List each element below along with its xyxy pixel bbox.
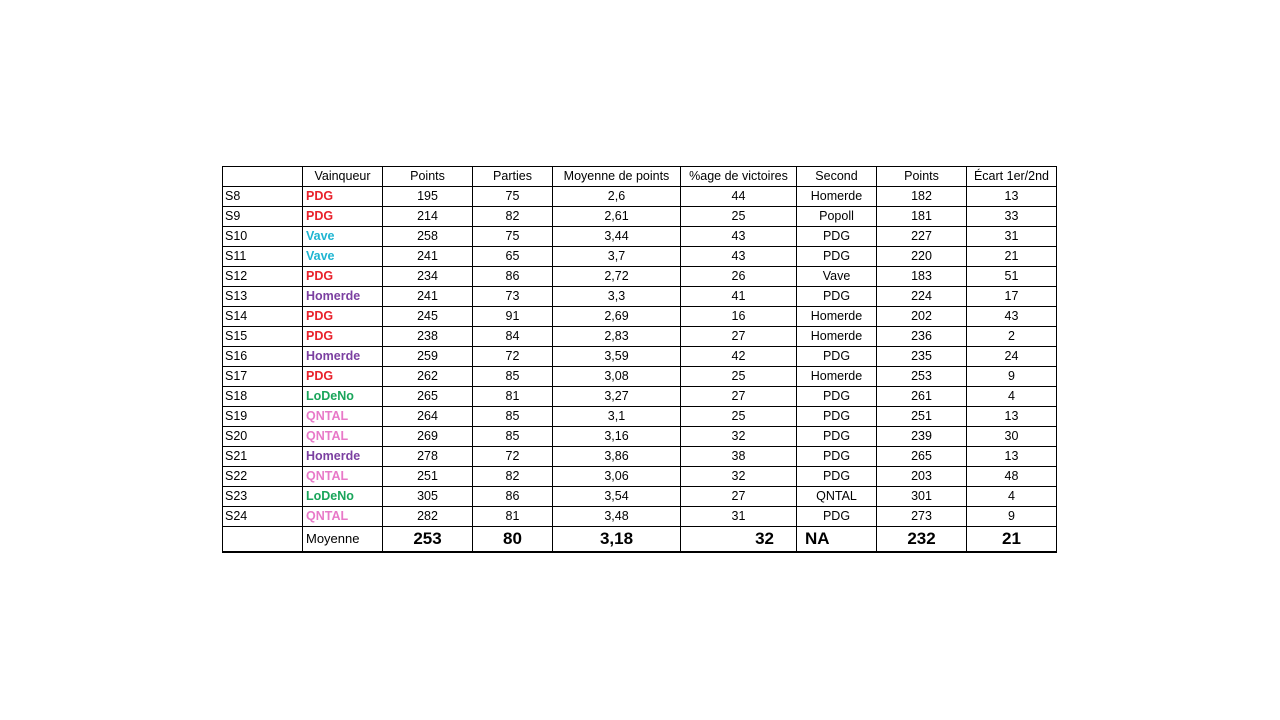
- table-row: [223, 447, 1057, 467]
- table-row: [223, 467, 1057, 487]
- moyenne-cell: 3,1: [553, 407, 681, 427]
- parties-cell: 82: [473, 467, 553, 487]
- moyenne-cell: 3,08: [553, 367, 681, 387]
- average-empty-cell: [223, 527, 303, 553]
- moyenne-cell: 2,83: [553, 327, 681, 347]
- pct-victoires-cell: 42: [681, 347, 797, 367]
- winner-cell: PDG: [303, 327, 383, 347]
- points-second-cell: 251: [877, 407, 967, 427]
- points-cell: 264: [383, 407, 473, 427]
- second-cell: Homerde: [797, 327, 877, 347]
- moyenne-cell: 3,3: [553, 287, 681, 307]
- pct-victoires-cell: 27: [681, 487, 797, 507]
- moyenne-cell: 3,54: [553, 487, 681, 507]
- season-cell: S16: [223, 347, 303, 367]
- table-row: [223, 307, 1057, 327]
- winner-cell: LoDeNo: [303, 487, 383, 507]
- pct-victoires-cell: 44: [681, 187, 797, 207]
- parties-cell: 75: [473, 187, 553, 207]
- season-cell: S9: [223, 207, 303, 227]
- season-cell: S11: [223, 247, 303, 267]
- ecart-cell: 30: [967, 427, 1057, 447]
- parties-cell: 85: [473, 427, 553, 447]
- moyenne-cell: 2,61: [553, 207, 681, 227]
- ecart-cell: 43: [967, 307, 1057, 327]
- parties-cell: 81: [473, 387, 553, 407]
- average-ecart: 21: [967, 527, 1057, 553]
- season-cell: S18: [223, 387, 303, 407]
- moyenne-cell: 2,72: [553, 267, 681, 287]
- table-row: [223, 427, 1057, 447]
- pct-victoires-cell: 26: [681, 267, 797, 287]
- header-second: Second: [797, 167, 877, 187]
- parties-cell: 84: [473, 327, 553, 347]
- points-second-cell: 253: [877, 367, 967, 387]
- header-points-second: Points: [877, 167, 967, 187]
- table-body: [223, 187, 1057, 553]
- average-moyenne: 3,18: [553, 527, 681, 553]
- points-second-cell: 203: [877, 467, 967, 487]
- second-cell: Homerde: [797, 307, 877, 327]
- pct-victoires-cell: 32: [681, 467, 797, 487]
- pct-victoires-cell: 43: [681, 227, 797, 247]
- points-second-cell: 236: [877, 327, 967, 347]
- points-second-cell: 183: [877, 267, 967, 287]
- parties-cell: 91: [473, 307, 553, 327]
- ecart-cell: 4: [967, 487, 1057, 507]
- points-second-cell: 202: [877, 307, 967, 327]
- second-cell: Popoll: [797, 207, 877, 227]
- winner-cell: PDG: [303, 307, 383, 327]
- header-row: [223, 167, 1057, 187]
- winner-cell: PDG: [303, 187, 383, 207]
- header-season: [223, 167, 303, 187]
- pct-victoires-cell: 27: [681, 387, 797, 407]
- winner-cell: PDG: [303, 207, 383, 227]
- season-cell: S19: [223, 407, 303, 427]
- ecart-cell: 9: [967, 507, 1057, 527]
- moyenne-cell: 3,7: [553, 247, 681, 267]
- header-vainqueur: Vainqueur: [303, 167, 383, 187]
- season-cell: S20: [223, 427, 303, 447]
- results-table: [222, 166, 1057, 553]
- winner-cell: PDG: [303, 367, 383, 387]
- season-cell: S12: [223, 267, 303, 287]
- points-cell: 214: [383, 207, 473, 227]
- points-cell: 259: [383, 347, 473, 367]
- pct-victoires-cell: 31: [681, 507, 797, 527]
- second-cell: PDG: [797, 407, 877, 427]
- winner-cell: QNTAL: [303, 507, 383, 527]
- season-cell: S10: [223, 227, 303, 247]
- points-second-cell: 224: [877, 287, 967, 307]
- points-second-cell: 261: [877, 387, 967, 407]
- parties-cell: 81: [473, 507, 553, 527]
- points-cell: 241: [383, 287, 473, 307]
- table-row: [223, 207, 1057, 227]
- pct-victoires-cell: 32: [681, 427, 797, 447]
- average-pct: 32: [681, 527, 797, 553]
- points-cell: 278: [383, 447, 473, 467]
- parties-cell: 85: [473, 367, 553, 387]
- points-cell: 305: [383, 487, 473, 507]
- moyenne-cell: 3,16: [553, 427, 681, 447]
- winner-cell: Vave: [303, 247, 383, 267]
- points-cell: 238: [383, 327, 473, 347]
- moyenne-cell: 3,59: [553, 347, 681, 367]
- parties-cell: 72: [473, 447, 553, 467]
- header-pct-victoires: %age de victoires: [681, 167, 797, 187]
- second-cell: Homerde: [797, 367, 877, 387]
- table-row: [223, 187, 1057, 207]
- ecart-cell: 48: [967, 467, 1057, 487]
- points-cell: 245: [383, 307, 473, 327]
- average-parties: 80: [473, 527, 553, 553]
- ecart-cell: 21: [967, 247, 1057, 267]
- moyenne-cell: 2,6: [553, 187, 681, 207]
- points-second-cell: 227: [877, 227, 967, 247]
- season-cell: S13: [223, 287, 303, 307]
- pct-victoires-cell: 41: [681, 287, 797, 307]
- second-cell: PDG: [797, 287, 877, 307]
- points-cell: 234: [383, 267, 473, 287]
- winner-cell: QNTAL: [303, 407, 383, 427]
- table-row: [223, 287, 1057, 307]
- second-cell: PDG: [797, 347, 877, 367]
- parties-cell: 86: [473, 267, 553, 287]
- second-cell: PDG: [797, 427, 877, 447]
- ecart-cell: 13: [967, 447, 1057, 467]
- table-row: [223, 367, 1057, 387]
- table-row: [223, 267, 1057, 287]
- second-cell: PDG: [797, 467, 877, 487]
- ecart-cell: 13: [967, 407, 1057, 427]
- average-points-second: 232: [877, 527, 967, 553]
- pct-victoires-cell: 25: [681, 407, 797, 427]
- winner-cell: Homerde: [303, 447, 383, 467]
- table-row: [223, 407, 1057, 427]
- season-cell: S22: [223, 467, 303, 487]
- second-cell: Vave: [797, 267, 877, 287]
- winner-cell: PDG: [303, 267, 383, 287]
- ecart-cell: 13: [967, 187, 1057, 207]
- moyenne-cell: 3,48: [553, 507, 681, 527]
- second-cell: PDG: [797, 227, 877, 247]
- season-cell: S14: [223, 307, 303, 327]
- second-cell: PDG: [797, 387, 877, 407]
- table-row: [223, 247, 1057, 267]
- winner-cell: QNTAL: [303, 427, 383, 447]
- header-parties: Parties: [473, 167, 553, 187]
- second-cell: Homerde: [797, 187, 877, 207]
- header-ecart: Écart 1er/2nd: [967, 167, 1057, 187]
- points-second-cell: 220: [877, 247, 967, 267]
- points-cell: 262: [383, 367, 473, 387]
- average-second: NA: [797, 527, 877, 553]
- winner-cell: LoDeNo: [303, 387, 383, 407]
- points-second-cell: 301: [877, 487, 967, 507]
- ecart-cell: 31: [967, 227, 1057, 247]
- parties-cell: 85: [473, 407, 553, 427]
- parties-cell: 82: [473, 207, 553, 227]
- winner-cell: Homerde: [303, 287, 383, 307]
- ecart-cell: 9: [967, 367, 1057, 387]
- ecart-cell: 51: [967, 267, 1057, 287]
- moyenne-cell: 3,86: [553, 447, 681, 467]
- pct-victoires-cell: 43: [681, 247, 797, 267]
- parties-cell: 65: [473, 247, 553, 267]
- points-cell: 258: [383, 227, 473, 247]
- season-cell: S17: [223, 367, 303, 387]
- second-cell: PDG: [797, 447, 877, 467]
- average-points: 253: [383, 527, 473, 553]
- points-second-cell: 182: [877, 187, 967, 207]
- points-cell: 195: [383, 187, 473, 207]
- points-cell: 269: [383, 427, 473, 447]
- points-cell: 241: [383, 247, 473, 267]
- moyenne-cell: 3,27: [553, 387, 681, 407]
- season-cell: S21: [223, 447, 303, 467]
- season-cell: S15: [223, 327, 303, 347]
- pct-victoires-cell: 25: [681, 367, 797, 387]
- parties-cell: 73: [473, 287, 553, 307]
- second-cell: QNTAL: [797, 487, 877, 507]
- points-second-cell: 265: [877, 447, 967, 467]
- winner-cell: QNTAL: [303, 467, 383, 487]
- table-row: [223, 347, 1057, 367]
- second-cell: PDG: [797, 507, 877, 527]
- points-cell: 251: [383, 467, 473, 487]
- pct-victoires-cell: 38: [681, 447, 797, 467]
- pct-victoires-cell: 16: [681, 307, 797, 327]
- table-row: [223, 507, 1057, 527]
- winner-cell: Vave: [303, 227, 383, 247]
- average-row: [223, 527, 1057, 553]
- points-second-cell: 235: [877, 347, 967, 367]
- pct-victoires-cell: 27: [681, 327, 797, 347]
- points-second-cell: 181: [877, 207, 967, 227]
- moyenne-cell: 3,06: [553, 467, 681, 487]
- header-points: Points: [383, 167, 473, 187]
- points-cell: 265: [383, 387, 473, 407]
- average-label: Moyenne: [303, 527, 383, 553]
- season-cell: S8: [223, 187, 303, 207]
- table-row: [223, 327, 1057, 347]
- ecart-cell: 33: [967, 207, 1057, 227]
- second-cell: PDG: [797, 247, 877, 267]
- ecart-cell: 24: [967, 347, 1057, 367]
- points-second-cell: 273: [877, 507, 967, 527]
- parties-cell: 75: [473, 227, 553, 247]
- points-second-cell: 239: [877, 427, 967, 447]
- moyenne-cell: 2,69: [553, 307, 681, 327]
- ecart-cell: 4: [967, 387, 1057, 407]
- winner-cell: Homerde: [303, 347, 383, 367]
- season-cell: S23: [223, 487, 303, 507]
- ecart-cell: 17: [967, 287, 1057, 307]
- ecart-cell: 2: [967, 327, 1057, 347]
- table-row: [223, 487, 1057, 507]
- table-row: [223, 387, 1057, 407]
- points-cell: 282: [383, 507, 473, 527]
- header-moyenne: Moyenne de points: [553, 167, 681, 187]
- table-row: [223, 227, 1057, 247]
- moyenne-cell: 3,44: [553, 227, 681, 247]
- parties-cell: 86: [473, 487, 553, 507]
- season-cell: S24: [223, 507, 303, 527]
- parties-cell: 72: [473, 347, 553, 367]
- pct-victoires-cell: 25: [681, 207, 797, 227]
